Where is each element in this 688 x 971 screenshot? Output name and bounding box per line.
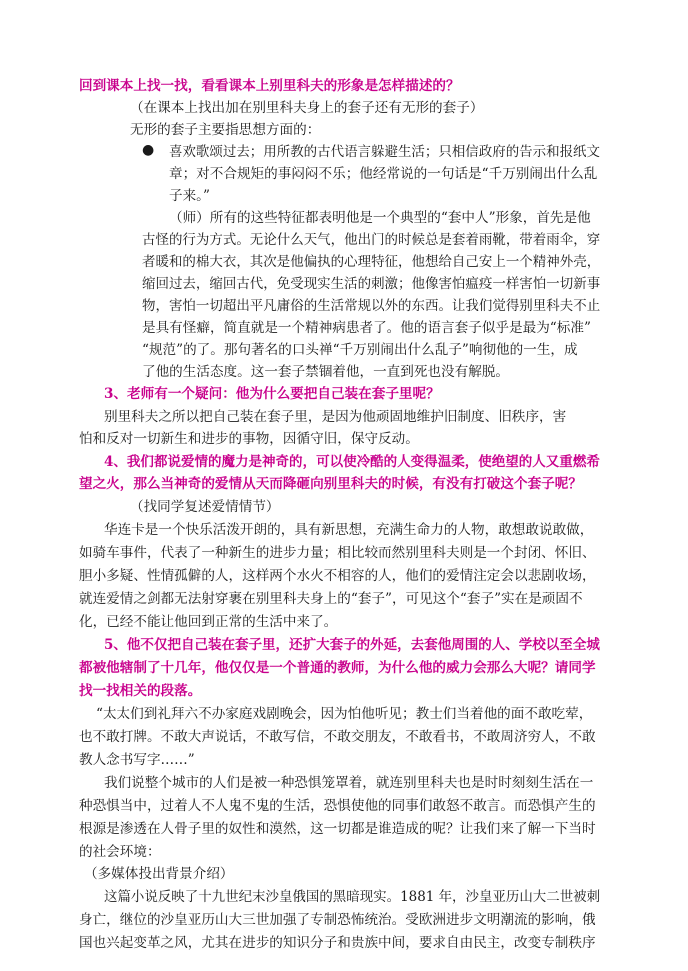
bullet-line: 子来。”	[169, 188, 210, 204]
teacher-line: “规范”的了。那句著名的口头禅“千万别闹出什么乱子”响彻他的一生，成	[142, 342, 578, 358]
note-1: （在课本上找出加在别里科夫身上的套子还有无形的套子）	[130, 100, 484, 116]
answer-5-line: 种恐惧当中，过着人不人鬼不鬼的生活，恐惧使他的同事们敢怒不敢言。而恐惧产生的	[79, 798, 596, 814]
answer-5-line: 根源是渗透在人骨子里的奴性和漠然，这一切都是谁造成的呢？让我们来了解一下当时	[79, 821, 596, 837]
bullet-line: 章；对不合规矩的事闷闷不乐；他经常说的一句话是“千万别闹出什么乱	[169, 166, 598, 182]
teacher-line: 者暖和的棉大衣，其次是他偏执的心理特征，他想给自己安上一个精神外壳，	[142, 254, 601, 270]
question-4-line: 望之火，那么当神奇的爱情从天而降砸向别里科夫的时候，有没有打破这个套子呢？	[79, 476, 582, 492]
background-line: 国也兴起变革之风，尤其在进步的知识分子和贵族中间，要求自由民主，改变专制秩序	[79, 935, 596, 951]
quote-line: 教人念书写字……”	[79, 752, 195, 768]
answer-5-line: 我们说整个城市的人们是被一种恐惧笼罩着，就连别里科夫也是时时刻刻生活在一	[104, 775, 594, 791]
quote-line: “太太们到礼拜六不办家庭戏剧晚会，因为怕他听见；教士们当着他的面不敢吃荤，	[96, 706, 593, 722]
answer-3-line: 怕和反对一切新生和进步的事物，因循守旧，保守反动。	[79, 431, 419, 447]
question-5-line: 都被他辖制了十几年，他仅仅是一个普通的教师，为什么他的威力会那么大呢？请同学	[79, 660, 596, 676]
bullet-icon: ●	[142, 142, 155, 158]
answer-4-line: 如骑车事件，代表了一种新生的进步力量；相比较而然别里科夫则是一个封闭、怀旧、	[79, 545, 596, 561]
teacher-line: 了他的生活态度。这一套子禁锢着他，一直到死也没有解脱。	[142, 364, 510, 380]
teacher-line: 是具有怪癖，简直就是一个精神病患者了。他的语言套子似乎是最为“标准”	[142, 320, 591, 336]
answer-4-line: 胆小多疑、性情孤僻的人，这样两个水火不相容的人，他们的爱情注定会以悲剧收场，	[79, 568, 596, 584]
quote-line: 也不敢打牌。不敢大声说话，不敢写信，不敢交朋友，不敢看书，不敢周济穷人，不敢	[79, 729, 596, 745]
intro-text: 无形的套子主要指思想方面的：	[130, 122, 321, 138]
question-1: 回到课本上找一找，看看课本上别里科夫的形象是怎样描述的？	[79, 78, 460, 94]
note-4: （找同学复述爱情情节）	[130, 499, 280, 515]
question-5-line: 找一找相关的段落。	[79, 683, 202, 699]
answer-4-line: 就连爱情之剑都无法射穿裹在别里科夫身上的“套子”，可见这个“套子”实在是顽固不	[79, 591, 583, 607]
note-5: （多媒体投出背景介绍）	[84, 866, 234, 882]
teacher-line: 物，害怕一切超出平凡庸俗的生活常规以外的东西。让我们觉得别里科夫不止	[142, 298, 601, 314]
background-line: 这篇小说反映了十九世纪末沙皇俄国的黑暗现实。1881 年，沙皇亚历山大二世被刺	[104, 889, 601, 905]
teacher-line: 古怪的行为方式。无论什么天气，他出门的时候总是套着雨靴，带着雨伞，穿	[142, 232, 601, 248]
answer-3-line: 别里科夫之所以把自己装在套子里，是因为他顽固地维护旧制度、旧秩序，害	[104, 409, 567, 425]
answer-5-line: 的社会环境：	[79, 844, 161, 860]
answer-4-line: 化，已经不能让他回到正常的生活中来了。	[79, 614, 338, 630]
teacher-line: （师）所有的这些特征都表明他是一个典型的“套中人”形象，首先是他	[169, 210, 591, 226]
question-4-line: 4、我们都说爱情的魔力是神奇的，可以使冷酷的人变得温柔，使绝望的人又重燃希	[104, 454, 600, 470]
background-line: 身亡，继位的沙皇亚历山大三世加强了专制恐怖统治。受欧洲进步文明潮流的影响，俄	[79, 912, 596, 928]
question-3: 3、老师有一个疑问：他为什么要把自己装在套子里呢？	[104, 386, 440, 402]
bullet-line: 喜欢歌颂过去；用所教的古代语言躲避生活；只相信政府的告示和报纸文	[169, 144, 600, 160]
answer-4-line: 华连卡是一个快乐活泼开朗的，具有新思想，充满生命力的人物，敢想敢说敢做，	[104, 522, 594, 538]
teacher-line: 缩回过去，缩回古代，免受现实生活的刺激；他像害怕瘟疫一样害怕一切新事	[142, 276, 601, 292]
question-5-line: 5、他不仅把自己装在套子里，还扩大套子的外延，去套他周围的人、学校以至全城	[104, 637, 600, 653]
